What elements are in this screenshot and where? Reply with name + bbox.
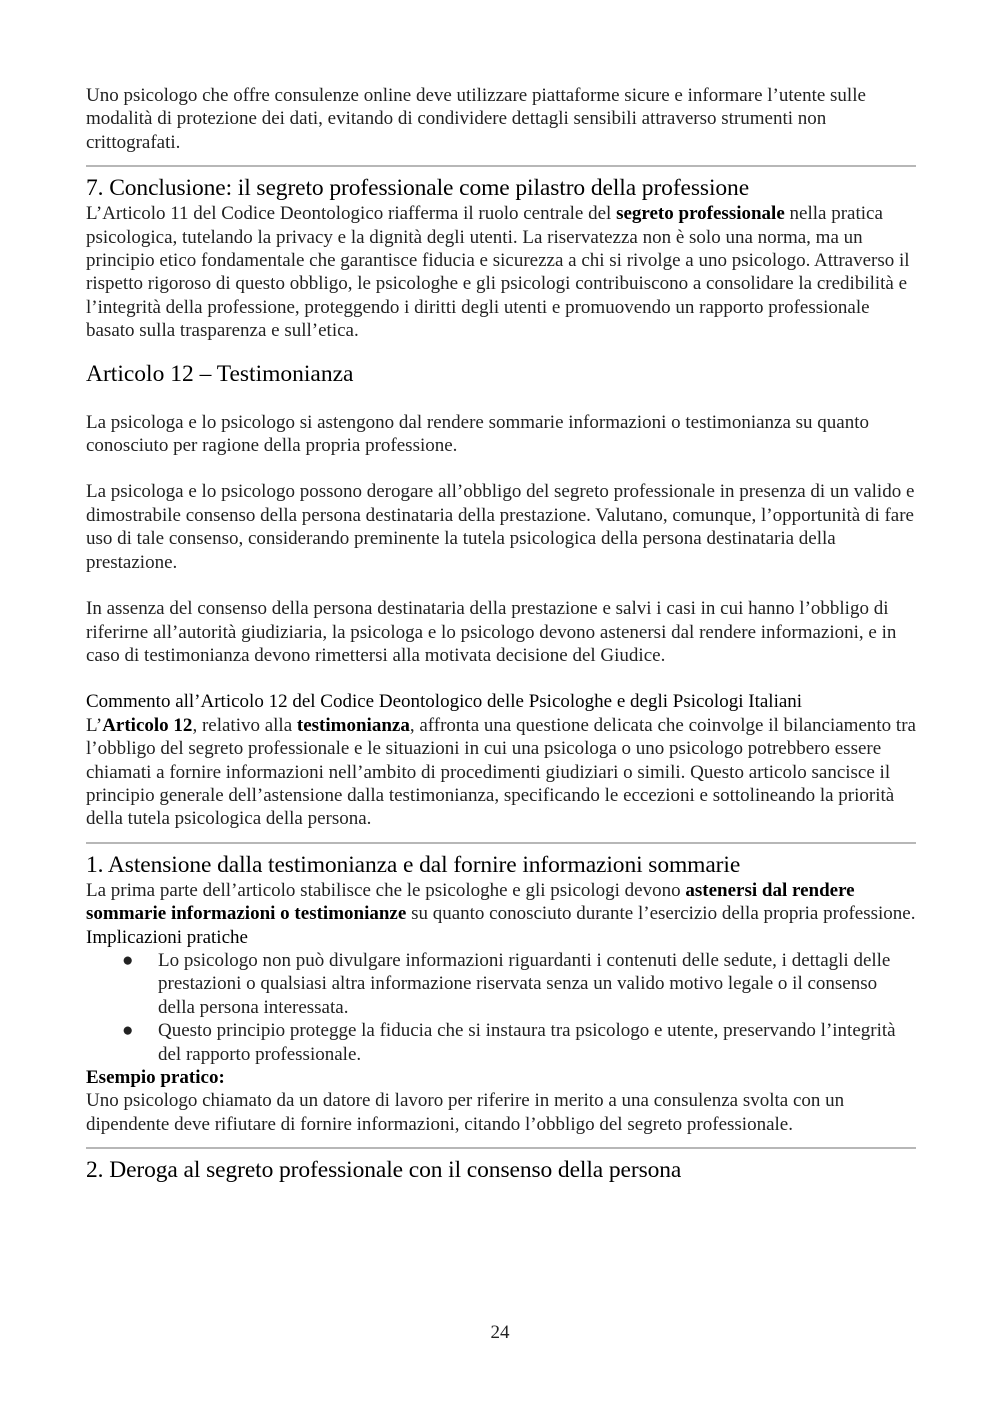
implications-list [86, 949, 916, 1066]
section-7-heading: 7. Conclusione: il segreto professionale come pilastro della professione [86, 175, 750, 202]
section-1-heading: 1. Astensione dalla testimonianza e dal fornire informazioni sommarie [86, 851, 741, 878]
bullet-icon: ● [122, 1020, 134, 1042]
commentary-heading: Commento all’Articolo 12 del Codice Deontologico delle Psicologhe e degli Psicologi Italiani [86, 691, 803, 713]
implications-heading: Implicazioni pratiche [86, 926, 248, 948]
article-12-paragraph-2: La psicologa e lo psicologo possono derogare all’obbligo del segreto professionale in presenza di un valido e dimostrabile consenso della persona destinataria della prestazione. Valutano, comunque, l’opportunità di fare uso di tale consenso, considerando preminente la tutela psicologica della persona destinataria della prestazione. [86, 481, 915, 573]
divider [86, 1147, 916, 1149]
page-number: 24 [490, 1322, 510, 1343]
example-paragraph: Uno psicologo chiamato da un datore di lavoro per riferire in merito a una consulenza svolta con un dipendente deve rifiutare di fornire informazioni, citando l’obbligo del segreto professionale. [86, 1090, 845, 1135]
intro-paragraph: Uno psicologo che offre consulenze online deve utilizzare piattaforme sicure e informare l’utente sulle modalità di protezione dei dati, evitando di condividere dettagli sensibili attraverso strumenti non crittografati. [86, 85, 866, 153]
example-heading: Esempio pratico: [86, 1067, 225, 1088]
section-2-heading: 2. Deroga al segreto professionale con il consenso della persona [86, 1157, 682, 1184]
divider [86, 165, 916, 167]
section-7-paragraph: L’Articolo 11 del Codice Deontologico riafferma il ruolo centrale del segreto professionale nella pratica psicologica, tutelando la privacy e la dignità degli utenti. La riservatezza non è solo una norma, ma un principio etico fondamentale che garantisce fiducia e sicurezza a chi si rivolge a uno psicologo. Attraverso il rispetto rigoroso di questo obbligo, le psicologhe e gli psicologi contribuiscono a consolidare la credibilità e l’integrità della professione, proteggendo i diritti degli utenti e promuovendo un rapporto professionale basato sulla trasparenza e sull’etica. [86, 203, 910, 342]
bullet-icon: ● [122, 949, 134, 971]
list-item: ● Questo principio protegge la fiducia che si instaura tra psicologo e utente, preservando l’integrità del rapporto professionale. [122, 1020, 896, 1065]
article-12-paragraph-3: In assenza del consenso della persona destinataria della prestazione e salvi i casi in cui hanno l’obbligo di riferirne all’autorità giudiziaria, la psicologa e lo psicologo devono astenersi dal rendere informazioni, e in caso di testimonianza devono rimettersi alla motivata decisione del Giudice. [86, 598, 897, 666]
divider [86, 842, 916, 844]
article-12-heading: Articolo 12 – Testimonianza [86, 360, 354, 387]
section-1-paragraph: La prima parte dell’articolo stabilisce che le psicologhe e gli psicologi devono astenersi dal rendere sommarie informazioni o testimonianze su quanto conosciuto durante l’esercizio della propria professione. [86, 879, 916, 925]
list-item: ● Lo psicologo non può divulgare informazioni riguardanti i contenuti delle sedute, i dettagli delle prestazioni o qualsiasi altra informazione riservata senza un valido motivo legale o il consenso della persona interessata. [122, 949, 891, 1018]
commentary-paragraph: L’Articolo 12, relativo alla testimonianza, affronta una questione delicata che coinvolge il bilanciamento tra l’obbligo del segreto professionale e le situazioni in cui una psicologa o uno psicologo potrebbero essere chiamati a fornire informazioni nell’ambito di procedimenti giudiziari o simili. Questo articolo sancisce il principio generale dell’astensione dalla testimonianza, specificando le eccezioni e sottolineando la priorità della tutela psicologica della persona. [86, 714, 916, 830]
page-content [86, 84, 916, 1184]
article-12-paragraph-1: La psicologa e lo psicologo si astengono dal rendere sommarie informazioni o testimonianza su quanto conosciuto per ragione della propria professione. [86, 411, 870, 457]
